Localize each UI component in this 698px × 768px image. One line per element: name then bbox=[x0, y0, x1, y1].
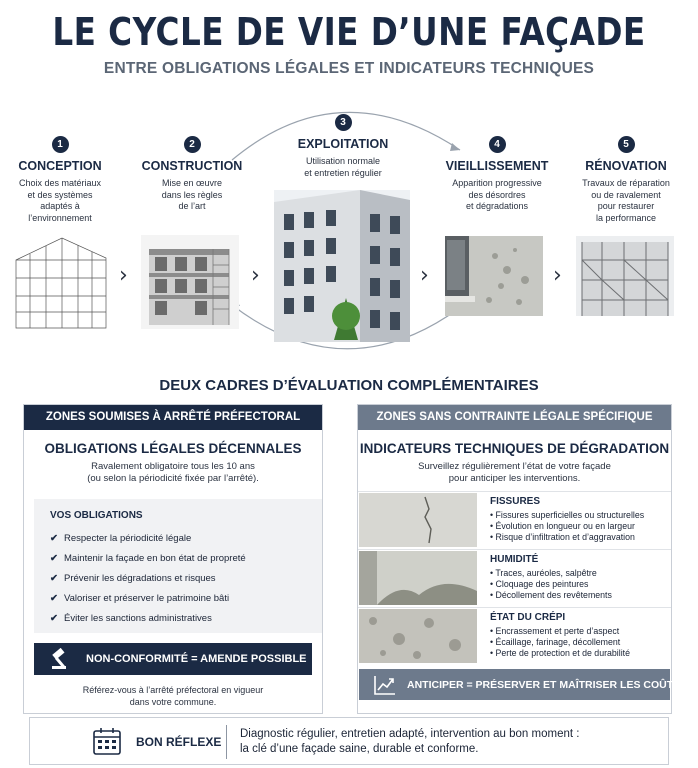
obligations-box bbox=[34, 499, 322, 633]
section-title: DEUX CADRES D’ÉVALUATION COMPLÉMENTAIRES bbox=[159, 377, 539, 394]
calendar-icon bbox=[92, 726, 122, 756]
page-subtitle: ENTRE OBLIGATIONS LÉGALES ET INDICATEURS TECHNIQUES bbox=[103, 60, 595, 77]
chevron-right-icon: › bbox=[553, 263, 562, 288]
chevron-right-icon: › bbox=[251, 263, 260, 288]
step-desc: Choix des matériaux et des systèmes adaptés à l’environnement bbox=[18, 178, 102, 223]
panel-desc: Ravalement obligatoire tous les 10 ans (ou selon la périodicité fixée par l’arrêté). bbox=[87, 461, 259, 484]
step-name: CONCEPTION bbox=[18, 159, 102, 173]
check-icon: ✔ bbox=[50, 613, 58, 624]
panel-title: OBLIGATIONS LÉGALES DÉCENNALES bbox=[44, 441, 302, 456]
wireframe-building-image bbox=[12, 232, 110, 330]
bon-reflexe-box bbox=[29, 717, 669, 765]
cycle-step-vieillissement bbox=[432, 136, 562, 213]
obligations-heading: VOS OBLIGATIONS bbox=[50, 510, 143, 521]
check-icon: ✔ bbox=[50, 533, 58, 544]
non-compliance-label: NON-CONFORMITÉ = AMENDE POSSIBLE bbox=[86, 653, 307, 665]
trend-chart-icon bbox=[373, 674, 397, 696]
check-icon: ✔ bbox=[50, 553, 58, 564]
non-compliance-banner bbox=[34, 643, 312, 675]
indicator-fissures: FISSURES • Fissures superficielles ou structurelles • Évolution en longueur ou en largeur • Risque d’infiltration et d’aggravation bbox=[358, 491, 671, 547]
gavel-icon bbox=[50, 648, 74, 670]
panel-title: INDICATEURS TECHNIQUES DE DÉGRADATION bbox=[359, 441, 670, 456]
aged-facade-image bbox=[445, 236, 543, 316]
bon-reflexe-label: BON RÉFLEXE bbox=[136, 735, 222, 749]
step-desc: Utilisation normale et entretien régulier bbox=[304, 156, 382, 178]
modern-building-image bbox=[274, 190, 410, 342]
indicator-title: HUMIDITÉ bbox=[490, 554, 539, 565]
indicator-crepi: ÉTAT DU CRÉPI • Encrassement et perte d’aspect • Écaillage, farinage, décollement • Perte de protection et de durabilité bbox=[358, 607, 671, 663]
anticipate-label: ANTICIPER = PRÉSERVER ET MAÎTRISER LES COÛTS bbox=[407, 679, 681, 691]
anticipate-banner bbox=[359, 669, 681, 700]
check-icon: ✔ bbox=[50, 593, 58, 604]
step-name: RÉNOVATION bbox=[585, 159, 667, 173]
step-name: CONSTRUCTION bbox=[141, 159, 243, 173]
technical-indicators-panel bbox=[357, 404, 681, 714]
prefectoral-note: Référez-vous à l’arrêté préfectoral en vigueur dans votre commune. bbox=[82, 685, 264, 707]
legal-obligations-panel bbox=[23, 404, 323, 714]
step-desc: Apparition progressive des désordres et dégradations bbox=[452, 178, 542, 211]
panel-desc: Surveillez régulièrement l’état de votre façade pour anticiper les interventions. bbox=[418, 461, 611, 484]
step-desc: Mise en œuvre dans les règles de l’art bbox=[161, 178, 223, 211]
indicator-title: ÉTAT DU CRÉPI bbox=[490, 612, 566, 623]
damp-wall-image bbox=[359, 551, 477, 605]
cycle-step-exploitation bbox=[283, 114, 403, 179]
step-number: 1 bbox=[52, 136, 69, 153]
divider bbox=[226, 725, 227, 759]
cracked-wall-image bbox=[359, 493, 477, 547]
construction-building-image bbox=[141, 235, 239, 329]
obligation-item: ✔ Respecter la périodicité légale bbox=[50, 533, 192, 544]
step-desc: Travaux de réparation ou de ravalement pour restaurer la performance bbox=[582, 178, 670, 223]
panel-header: ZONES SOUMISES À ARRÊTÉ PRÉFECTORAL bbox=[24, 405, 322, 430]
step-number: 5 bbox=[618, 136, 635, 153]
check-icon: ✔ bbox=[50, 573, 58, 584]
panel-header: ZONES SANS CONTRAINTE LÉGALE SPÉCIFIQUE bbox=[358, 405, 671, 430]
step-number: 4 bbox=[489, 136, 506, 153]
chevron-right-icon: › bbox=[119, 263, 128, 288]
step-name: VIEILLISSEMENT bbox=[445, 159, 549, 173]
obligation-item: ✔ Éviter les sanctions administratives bbox=[50, 613, 212, 624]
step-number: 3 bbox=[335, 114, 352, 131]
obligation-item: ✔ Valoriser et préserver le patrimoine bâti bbox=[50, 593, 230, 604]
step-name: EXPLOITATION bbox=[297, 137, 389, 151]
cycle-step-conception bbox=[0, 136, 120, 224]
cycle-step-construction bbox=[132, 136, 252, 213]
obligation-item: ✔ Prévenir les dégradations et risques bbox=[50, 573, 216, 584]
cycle-step-renovation bbox=[566, 136, 686, 224]
scaffolding-building-image bbox=[576, 236, 674, 316]
bon-reflexe-text: Diagnostic régulier, entretien adapté, intervention au bon moment : la clé d’une façade saine, durable et conforme. bbox=[240, 728, 580, 755]
step-number: 2 bbox=[184, 136, 201, 153]
indicator-humidite: HUMIDITÉ • Traces, auréoles, salpêtre • Cloquage des peintures • Décollement des revêtements bbox=[358, 549, 671, 605]
indicator-title: FISSURES bbox=[490, 496, 541, 507]
chevron-right-icon: › bbox=[420, 263, 429, 288]
obligation-item: ✔ Maintenir la façade en bon état de propreté bbox=[50, 553, 246, 564]
render-wall-image bbox=[359, 609, 477, 663]
page-title: LE CYCLE DE VIE D’UNE FAÇADE bbox=[52, 10, 646, 54]
